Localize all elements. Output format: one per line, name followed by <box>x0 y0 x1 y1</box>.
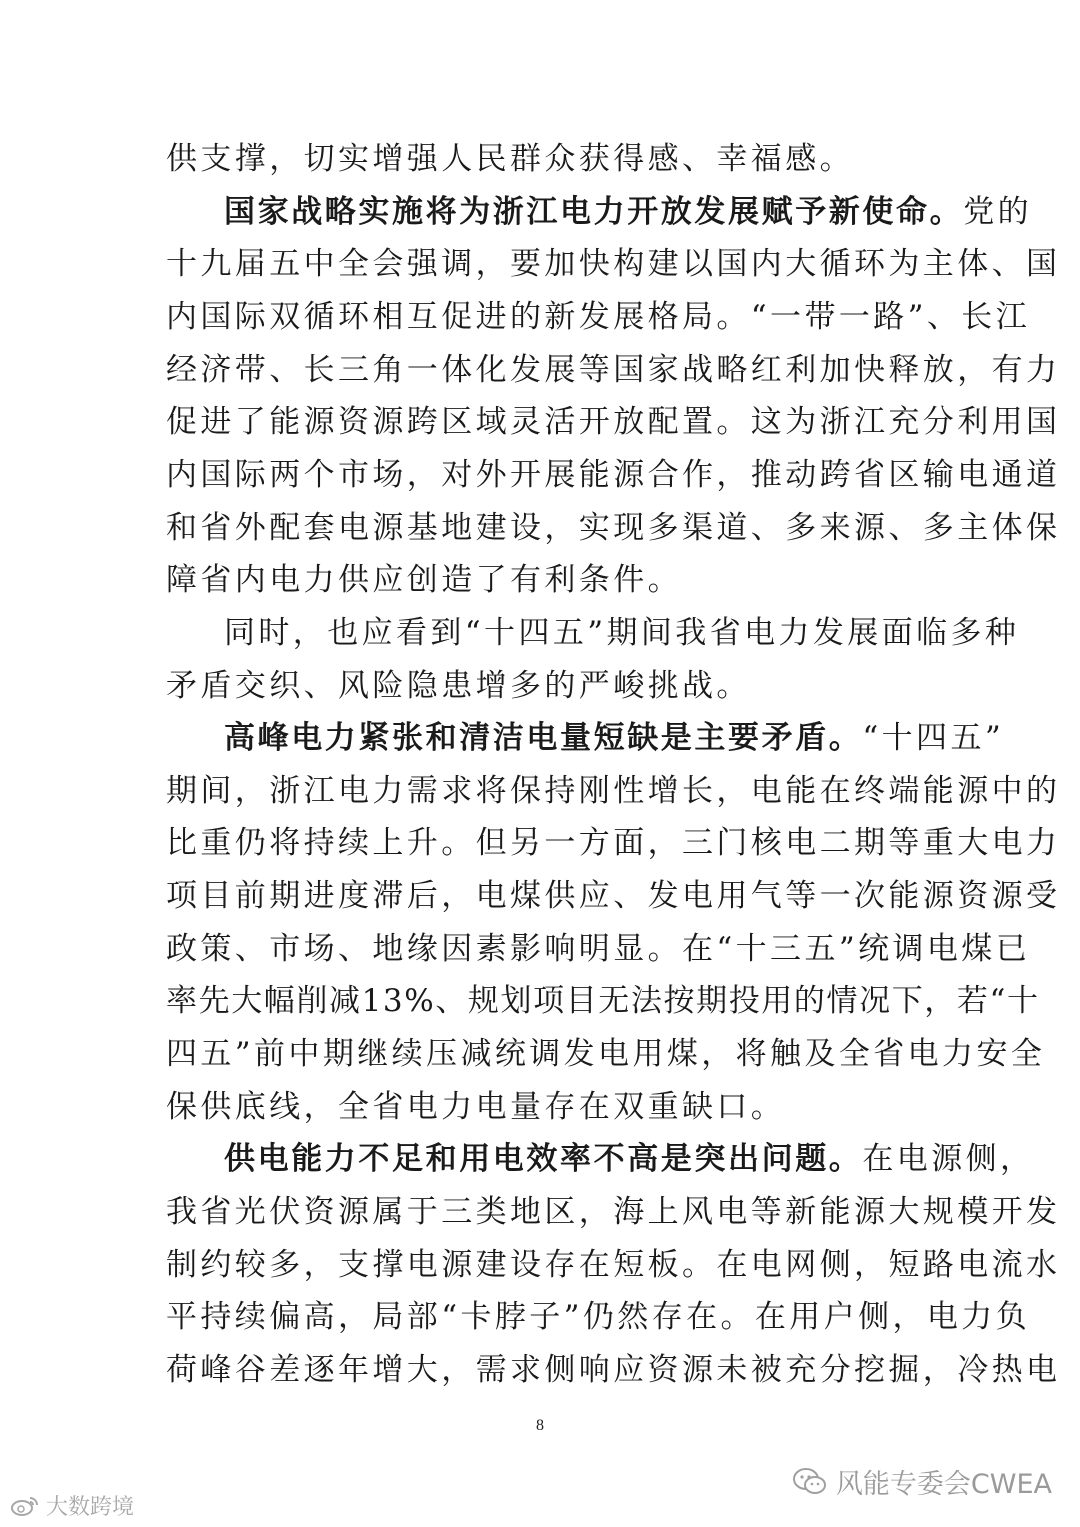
text-line: 保供底线，全省电力电量存在双重缺口。 <box>166 1089 786 1125</box>
text-line: 政策、市场、地缘因素影响明显。在“十三五”统调电煤已 <box>166 931 1031 967</box>
text-line: 同时，也应看到“十四五”期间我省电力发展面临多种 <box>224 615 1020 651</box>
watermark-left-text: 大数跨境 <box>46 1495 135 1520</box>
text-line: 国家战略实施将为浙江电力开放发展赋予新使命。党的 <box>224 194 1033 230</box>
text-line: 内国际双循环相互促进的新发展格局。“一带一路”、长江 <box>166 299 1031 335</box>
text-line: 项目前期进度滞后，电煤供应、发电用气等一次能源资源受 <box>166 878 1061 914</box>
watermark-right-text: 风能专委会CWEA <box>835 1469 1052 1500</box>
text-line: 我省光伏资源属于三类地区，海上风电等新能源大规模开发 <box>166 1194 1061 1230</box>
text-line: 高峰电力紧张和清洁电量短缺是主要矛盾。“十四五” <box>224 720 1005 756</box>
text-line: 供支撑，切实增强人民群众获得感、幸福感。 <box>166 141 854 177</box>
page-number: 8 <box>536 1417 544 1434</box>
wechat-icon <box>792 1467 828 1497</box>
weibo-icon <box>10 1494 40 1518</box>
bold-heading: 供电能力不足和用电效率不高是突出问题。 <box>224 1141 863 1177</box>
text-line: 障省内电力供应创造了有利条件。 <box>166 562 682 598</box>
text-line: 矛盾交织、风险隐患增多的严峻挑战。 <box>166 668 751 704</box>
watermark-weibo <box>10 1490 134 1521</box>
text-line: 经济带、长三角一体化发展等国家战略红利加快释放，有力 <box>166 352 1061 388</box>
text-line: 和省外配套电源基地建设，实现多渠道、多来源、多主体保 <box>166 510 1061 546</box>
text-line: 平持续偏高，局部“卡脖子”仍然存在。在用户侧，电力负 <box>166 1299 1031 1335</box>
text-line: 四五”前中期继续压减统调发电用煤，将触及全省电力安全 <box>166 1036 1046 1072</box>
bold-heading: 国家战略实施将为浙江电力开放发展赋予新使命。 <box>224 194 964 230</box>
text-line: 十九届五中全会强调，要加快构建以国内大循环为主体、国 <box>166 246 1061 282</box>
bold-heading: 高峰电力紧张和清洁电量短缺是主要矛盾。 <box>224 720 863 756</box>
text-line: 供电能力不足和用电效率不高是突出问题。在电源侧， <box>224 1141 1035 1177</box>
watermark-wechat <box>792 1462 1052 1501</box>
text-line: 促进了能源资源跨区域灵活开放配置。这为浙江充分利用国 <box>166 404 1061 440</box>
text-line: 制约较多，支撑电源建设存在短板。在电网侧，短路电流水 <box>166 1247 1061 1283</box>
text-line: 荷峰谷差逐年增大，需求侧响应资源未被充分挖掘，冷热电 <box>166 1352 1061 1388</box>
text-line: 期间，浙江电力需求将保持刚性增长，电能在终端能源中的 <box>166 773 1061 809</box>
text-line: 内国际两个市场，对外开展能源合作，推动跨省区输电通道 <box>166 457 1061 493</box>
text-line: 率先大幅削减13%、规划项目无法按期投用的情况下，若“十 <box>166 983 1040 1019</box>
text-line: 比重仍将持续上升。但另一方面，三门核电二期等重大电力 <box>166 825 1061 861</box>
